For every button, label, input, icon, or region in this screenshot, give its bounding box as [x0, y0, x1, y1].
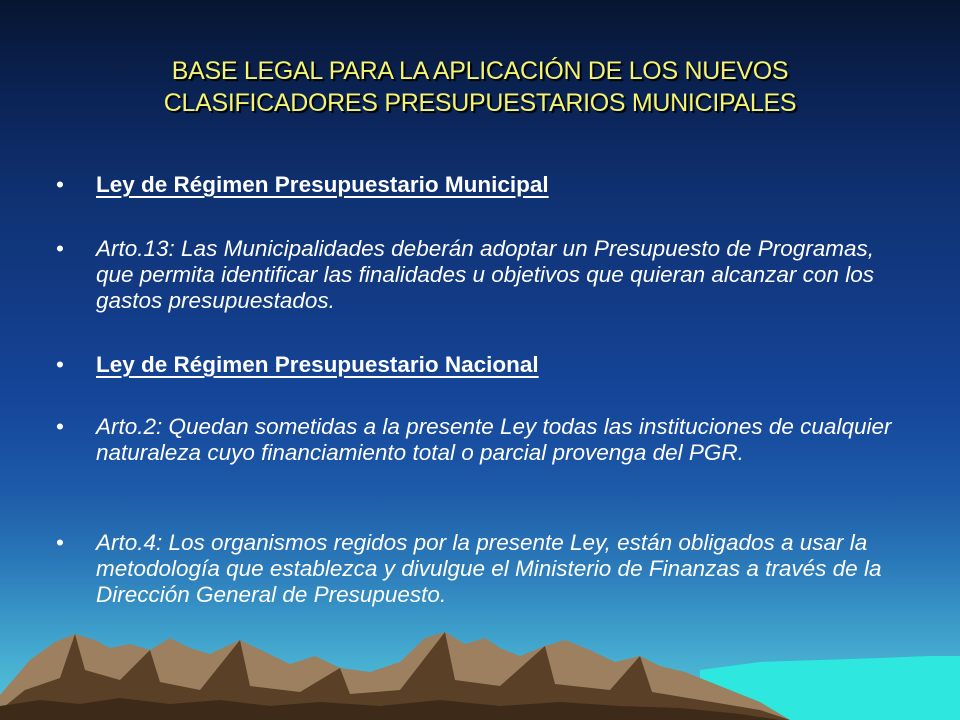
bullet-text-arto2: Arto.2: Quedan sometidas a la presente Ley todas las instituciones de cualquier naturaleza cuyo financiamiento total o parcial provenga del PGR. — [96, 414, 892, 465]
bullet-item — [56, 530, 916, 608]
bullet-dot: • — [56, 236, 64, 261]
bullet-dot: • — [56, 414, 64, 439]
bullet-dot: • — [56, 352, 64, 377]
title-line-1: BASE LEGAL PARA LA APLICACIÓN DE LOS NUEVOS — [171, 57, 789, 85]
bullet-heading-nacional: Ley de Régimen Presupuestario Nacional — [96, 352, 539, 377]
bullet-dot: • — [56, 530, 64, 555]
bullet-dot: • — [56, 172, 64, 197]
mountain-landscape — [0, 620, 960, 720]
bullet-item — [56, 236, 916, 314]
bullet-item — [56, 172, 916, 198]
bullet-text-arto13: Arto.13: Las Municipalidades deberán adoptar un Presupuesto de Programas, que permita identificar las finalidades u objetivos que quieran alcanzar con los gastos presupuestados. — [96, 236, 874, 313]
bullet-item — [56, 414, 916, 466]
title-line-2: CLASIFICADORES PRESUPUESTARIOS MUNICIPALES — [163, 89, 797, 117]
bullet-item — [56, 352, 916, 378]
bullet-text-arto4: Arto.4: Los organismos regidos por la presente Ley, están obligados a usar la metodología que establezca y divulgue el Ministerio de Finanzas a través de la Dirección General de Presupuesto. — [96, 530, 882, 607]
bullet-heading-municipal: Ley de Régimen Presupuestario Municipal — [96, 172, 549, 197]
